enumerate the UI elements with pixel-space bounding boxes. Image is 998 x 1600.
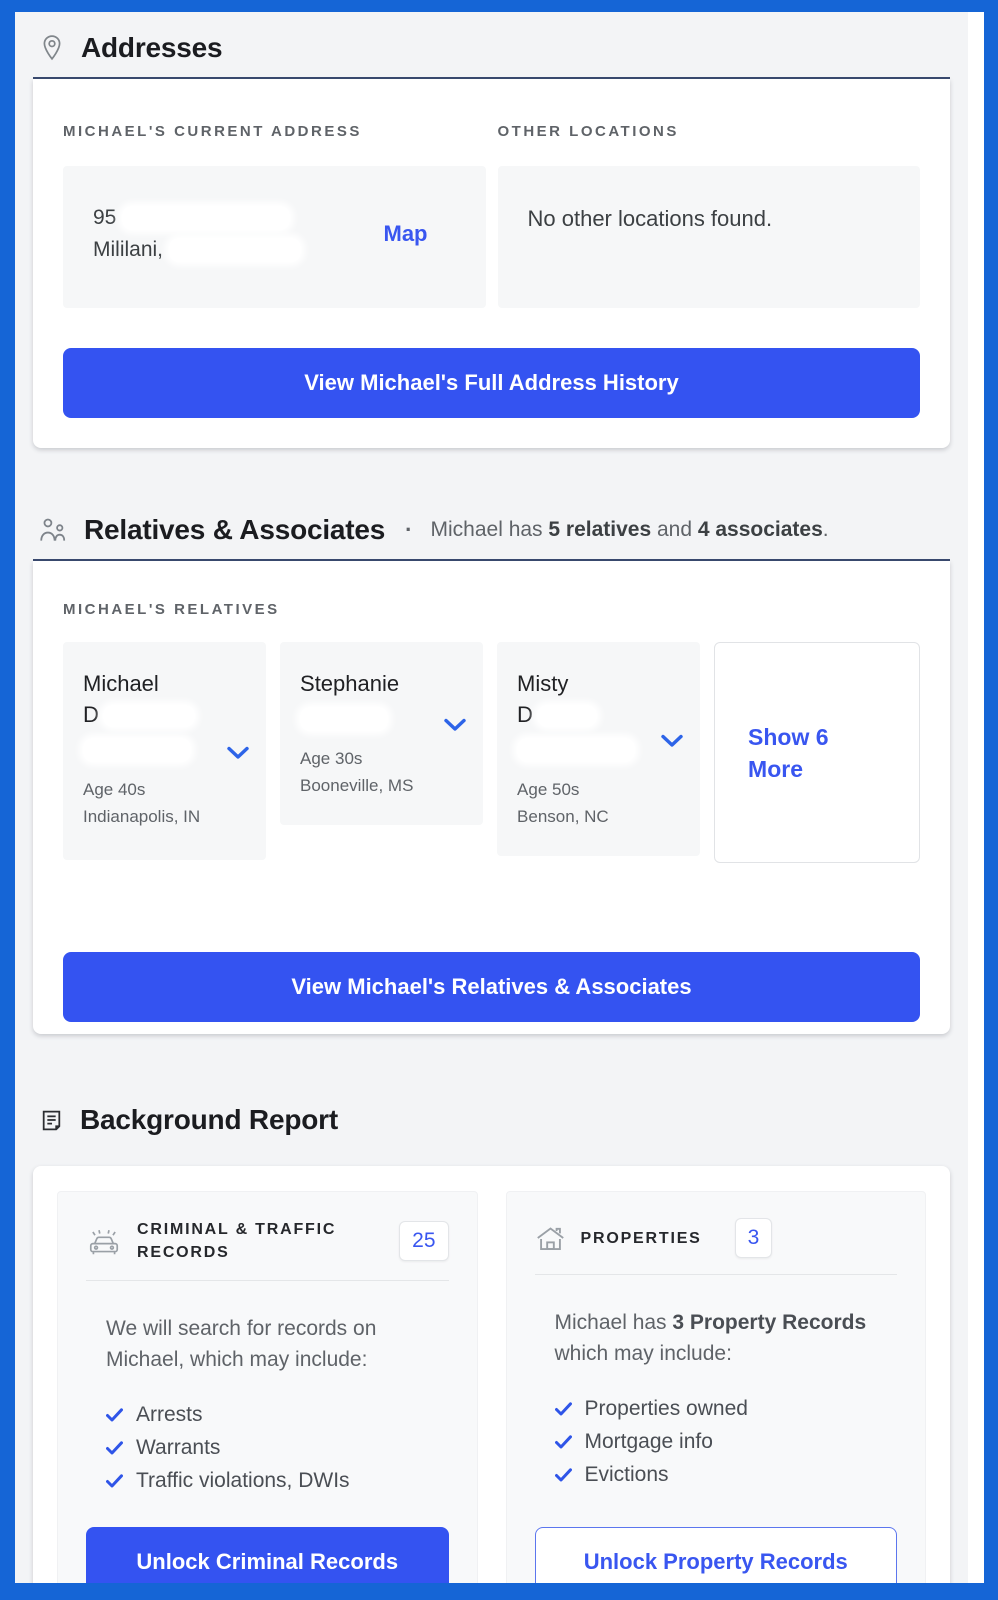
- checklist-item-label: Properties owned: [584, 1397, 748, 1420]
- checkmark-icon: [106, 1441, 123, 1455]
- redacted-street: [122, 206, 290, 230]
- content-area: [15, 12, 968, 1583]
- chevron-down-icon[interactable]: [443, 718, 467, 732]
- view-relatives-button[interactable]: View Michael's Relatives & Associates: [63, 952, 920, 1022]
- relative-age: Age 50s: [517, 780, 580, 799]
- properties-title: PROPERTIES: [580, 1229, 702, 1247]
- checklist-item: [555, 1463, 898, 1487]
- scrollbar-track[interactable]: [968, 12, 984, 1583]
- addresses-card: [33, 79, 950, 448]
- checklist-item-label: Evictions: [584, 1463, 669, 1486]
- checklist-item-label: Traffic violations, DWIs: [136, 1469, 350, 1492]
- addresses-section: [33, 12, 950, 448]
- redacted-last-name: [103, 705, 195, 727]
- redacted-last-name: [537, 705, 597, 727]
- relative-name: Misty D: [517, 668, 680, 762]
- criminal-records-card: [57, 1191, 478, 1583]
- two-people-icon: [39, 517, 68, 543]
- current-address-text: [93, 202, 301, 266]
- relative-card-misty[interactable]: [497, 642, 700, 856]
- unlock-criminal-records-button[interactable]: Unlock Criminal Records: [86, 1527, 449, 1583]
- criminal-header-divider: [86, 1280, 449, 1281]
- redacted-state-zip: [169, 238, 301, 262]
- address-city: Mililani,: [93, 238, 164, 261]
- no-other-locations-text: No other locations found.: [527, 206, 773, 231]
- other-locations-column: [498, 109, 921, 308]
- relative-details: [83, 776, 203, 830]
- redacted-line: [83, 738, 191, 762]
- criminal-records-description: We will search for records on Michael, which may include:: [106, 1317, 377, 1371]
- relatives-header: [33, 494, 950, 559]
- checklist-item: [106, 1436, 449, 1460]
- addresses-header: [33, 12, 950, 77]
- address-street-number: 95: [93, 206, 117, 229]
- relative-name: Stephanie: [300, 668, 463, 731]
- current-address-column: [63, 109, 486, 308]
- relative-name: Michael D: [83, 668, 246, 762]
- house-icon: [535, 1225, 566, 1252]
- unlock-property-records-button[interactable]: Unlock Property Records: [535, 1527, 898, 1583]
- police-car-icon: [86, 1226, 122, 1256]
- relatives-label: MICHAEL'S RELATIVES: [63, 601, 280, 618]
- report-document-icon: [39, 1108, 64, 1133]
- checklist-item-label: Mortgage info: [584, 1430, 713, 1453]
- relatives-row: [63, 642, 920, 864]
- properties-header-divider: [535, 1274, 898, 1275]
- other-locations-box: [498, 166, 921, 308]
- background-report-title: Background Report: [80, 1104, 338, 1135]
- background-report-card: [33, 1166, 950, 1583]
- relatives-section: [33, 494, 950, 1034]
- location-pin-icon: [39, 33, 65, 63]
- criminal-records-count-badge: 25: [399, 1221, 448, 1261]
- properties-description: Michael has 3 Property Records which may include:: [554, 1311, 867, 1365]
- relative-location: Indianapolis, IN: [83, 807, 201, 826]
- checkmark-icon: [106, 1474, 123, 1488]
- relatives-title: Relatives & Associates: [84, 514, 386, 545]
- current-address-label: MICHAEL'S CURRENT ADDRESS: [63, 123, 362, 140]
- checklist-item-label: Warrants: [136, 1436, 221, 1459]
- redacted-last-name: [300, 707, 388, 731]
- relative-details: [517, 776, 667, 830]
- show-more-relatives-button[interactable]: [714, 642, 920, 863]
- map-link[interactable]: Map: [383, 221, 428, 246]
- addresses-title: Addresses: [81, 32, 223, 63]
- relatives-card: [33, 561, 950, 1034]
- current-address-box: [63, 166, 486, 308]
- view-address-history-button[interactable]: View Michael's Full Address History: [63, 348, 920, 418]
- header-separator: ·: [405, 517, 413, 542]
- criminal-records-title: CRIMINAL & TRAFFIC RECORDS: [137, 1221, 337, 1261]
- chevron-down-icon[interactable]: [226, 746, 250, 760]
- properties-card: [506, 1191, 927, 1583]
- checklist-item: [555, 1430, 898, 1454]
- show-more-label: Show 6 More: [748, 723, 829, 782]
- checkmark-icon: [555, 1402, 572, 1416]
- relative-card-stephanie[interactable]: [280, 642, 483, 825]
- properties-header: [535, 1218, 898, 1258]
- relative-age: Age 40s: [83, 780, 146, 799]
- checklist-item-label: Arrests: [136, 1403, 203, 1426]
- redacted-line: [517, 738, 635, 762]
- checklist-item: [106, 1403, 449, 1427]
- relative-location: Booneville, MS: [300, 776, 414, 795]
- checkmark-icon: [555, 1435, 572, 1449]
- relative-age: Age 30s: [300, 749, 363, 768]
- background-report-header: [33, 1084, 950, 1166]
- chevron-down-icon[interactable]: [660, 734, 684, 748]
- other-locations-label: OTHER LOCATIONS: [497, 123, 679, 140]
- background-report-section: [33, 1084, 950, 1583]
- checklist-item: [555, 1397, 898, 1421]
- relatives-summary: Michael has 5 relatives and 4 associates.: [430, 518, 829, 541]
- relative-card-michael[interactable]: [63, 642, 266, 860]
- properties-checklist: [535, 1397, 898, 1496]
- criminal-records-checklist: [86, 1403, 449, 1502]
- criminal-records-header: [86, 1218, 449, 1264]
- checkmark-icon: [106, 1408, 123, 1422]
- checklist-item: [106, 1469, 449, 1493]
- relative-details: [300, 745, 450, 799]
- properties-count-badge: 3: [735, 1218, 773, 1258]
- checkmark-icon: [555, 1468, 572, 1482]
- relative-location: Benson, NC: [517, 807, 609, 826]
